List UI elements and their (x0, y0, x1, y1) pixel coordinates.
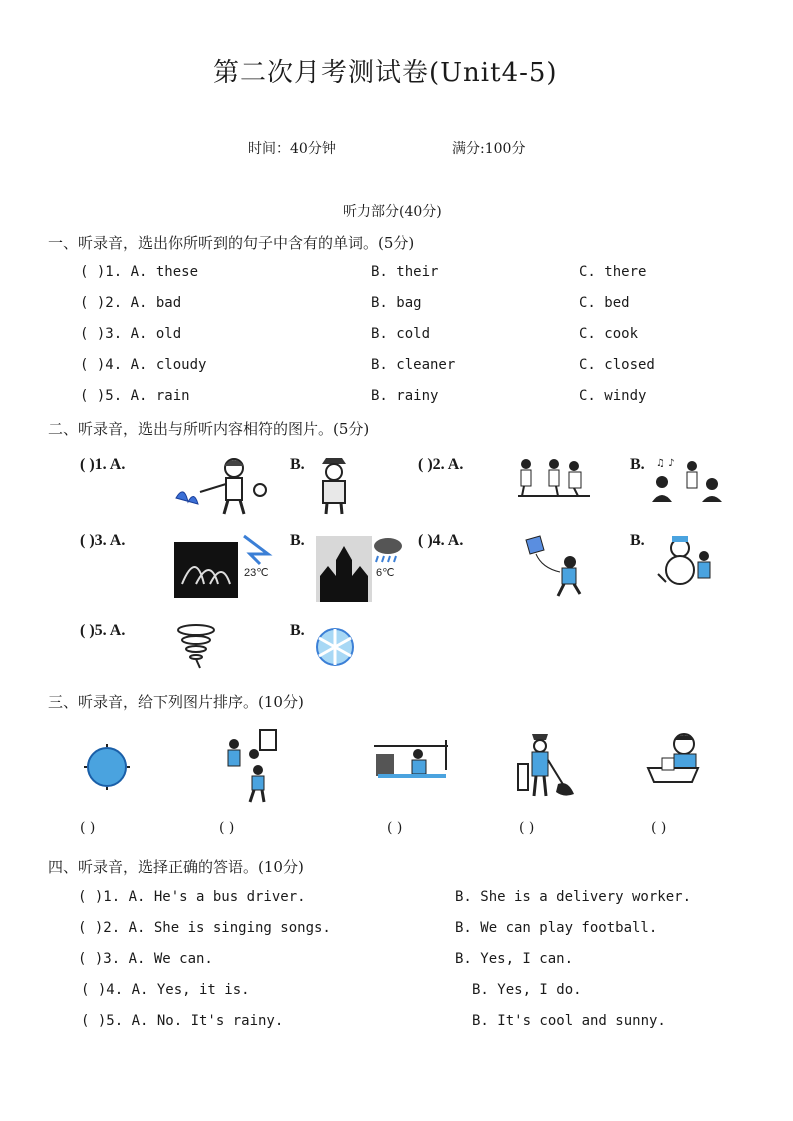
s3-blank-5[interactable]: ( ) (651, 820, 667, 836)
s2-q3-label: ( )3. A. (80, 532, 126, 549)
moscow-cathedral-icon (316, 536, 406, 602)
score-label: 满分:100分 (452, 141, 526, 157)
time-label: 时间：40分钟 (248, 141, 336, 157)
s2-q5-b-label: B. (290, 622, 305, 639)
s4-q3-a: ( )3. A. We can. (78, 951, 213, 967)
section3-heading: 三、听录音，给下列图片排序。(10分) (48, 693, 304, 711)
s4-q2-b: B. We can play football. (455, 920, 658, 936)
snowflake-icon (312, 624, 358, 670)
cleaner-icon (516, 730, 576, 798)
s2-q3-b-label: B. (290, 532, 305, 549)
s1-q2-b: B. bag (371, 295, 422, 311)
temp-b-text: 6℃ (376, 567, 395, 579)
student-writing-icon (644, 732, 704, 788)
s3-blank-1[interactable]: ( ) (80, 820, 96, 836)
s1-q4-b: B. cleaner (371, 357, 456, 373)
s1-q1-b: B. their (371, 264, 439, 280)
s1-q1-a: ( )1. A. these (80, 264, 199, 280)
s4-q4-a: ( )4. A. Yes, it is. (81, 982, 250, 998)
s1-q1-c: C. there (579, 264, 647, 280)
kite-boy-icon (516, 534, 586, 600)
firefighter-icon (172, 456, 272, 516)
s2-q1-label: ( )1. A. (80, 456, 126, 473)
sun-icon (84, 744, 130, 790)
s2-q4-b-label: B. (630, 532, 645, 549)
s1-q3-a: ( )3. A. old (80, 326, 182, 342)
s4-q5-b: B. It's cool and sunny. (472, 1013, 666, 1029)
s1-q3-b: B. cold (371, 326, 431, 342)
s1-q2-a: ( )2. A. bad (80, 295, 182, 311)
s4-q4-b: B. Yes, I do. (472, 982, 582, 998)
s1-q4-a: ( )4. A. cloudy (80, 357, 207, 373)
s2-q5-label: ( )5. A. (80, 622, 126, 639)
police-officer-icon (314, 454, 354, 516)
s1-q5-a: ( )5. A. rain (80, 388, 190, 404)
s4-q1-b: B. She is a delivery worker. (455, 889, 692, 905)
s4-q2-a: ( )2. A. She is singing songs. (78, 920, 331, 936)
s3-blank-4[interactable]: ( ) (519, 820, 535, 836)
singer-icon (652, 454, 724, 502)
s1-q5-b: B. rainy (371, 388, 439, 404)
s3-blank-3[interactable]: ( ) (387, 820, 403, 836)
s1-q3-c: C. cook (579, 326, 639, 342)
section2-heading: 二、听录音，选出与所听内容相符的图片。(5分) (48, 420, 370, 438)
s3-blank-2[interactable]: ( ) (219, 820, 235, 836)
friends-talking-icon (516, 456, 592, 500)
temp-a-text: 23℃ (244, 567, 269, 579)
s4-q5-a: ( )5. A. No. It's rainy. (81, 1013, 284, 1029)
office-worker-icon (374, 740, 450, 780)
section1-heading: 一、听录音，选出你所听到的句子中含有的单词。(5分) (48, 234, 415, 252)
s2-q4-label: ( )4. A. (418, 532, 464, 549)
s1-q2-c: C. bed (579, 295, 630, 311)
basketball-icon (218, 730, 282, 804)
s4-q3-b: B. Yes, I can. (455, 951, 574, 967)
section4-heading: 四、听录音，选择正确的答语。(10分) (48, 858, 304, 876)
tornado-icon (176, 624, 220, 670)
s1-q4-c: C. closed (579, 357, 655, 373)
s2-q1-b-label: B. (290, 456, 305, 473)
part-label: 听力部分(40分) (343, 204, 442, 220)
svg-text:♫ ♪: ♫ ♪ (656, 458, 675, 469)
snowman-icon (654, 534, 716, 586)
page-title: 第二次月考测试卷(Unit4-5) (213, 58, 558, 88)
sydney-opera-icon (174, 536, 278, 598)
s2-q2-label: ( )2. A. (418, 456, 464, 473)
s4-q1-a: ( )1. A. He's a bus driver. (78, 889, 306, 905)
s1-q5-c: C. windy (579, 388, 647, 404)
s2-q2-b-label: B. (630, 456, 645, 473)
